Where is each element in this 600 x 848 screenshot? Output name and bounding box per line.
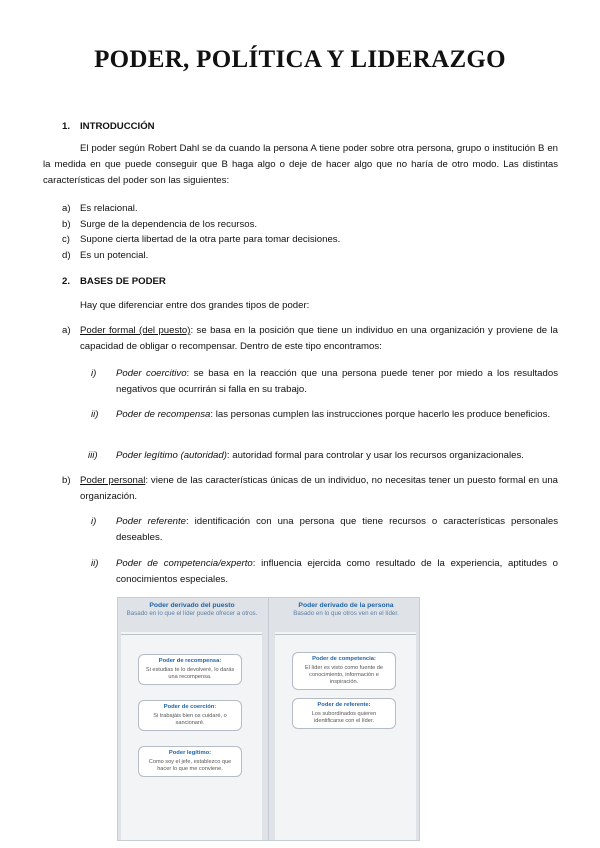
figure-card-text: El líder es visto como fuente de conocimiento, información e inspiración. xyxy=(304,665,384,685)
figure-card-title: Poder de recompensa: xyxy=(158,658,222,664)
power-bases-figure xyxy=(117,597,420,841)
sub-item-term: Poder referente xyxy=(116,516,186,527)
section1-number: 1. xyxy=(62,121,71,132)
sub-item-text: : autoridad formal para controlar y usar los recursos organizacionales. xyxy=(226,450,524,461)
list-item: Es relacional. xyxy=(80,203,138,214)
figure-right-heading: Poder derivado de la persona xyxy=(298,602,394,609)
section2-number: 2. xyxy=(62,276,71,287)
figure-card-text: Si estudias te lo devolveré, lo darás una recompensa. xyxy=(145,667,235,680)
formal-power-term: Poder formal (del puesto) xyxy=(80,325,191,336)
formal-power-text: : se basa en la posición que tiene un individuo en una organización y proviene de la capacidad de obligar o recompensar. Dentro de este tipo encontramos: xyxy=(80,325,558,352)
sub-item-label: ii) xyxy=(91,409,99,420)
sub-item-text: : identificación con una persona que tiene recursos o características personales deseables. xyxy=(116,516,558,543)
personal-power-paragraph xyxy=(80,473,558,505)
list-item: Es un potencial. xyxy=(80,250,149,261)
list-item-label: c) xyxy=(62,234,70,245)
sub-item-term: Poder legítimo (autoridad) xyxy=(116,450,227,461)
list-item-label: a) xyxy=(62,325,71,336)
sub-item xyxy=(116,448,558,464)
list-item: Supone cierta libertad de la otra parte para tomar decisiones. xyxy=(80,234,341,245)
sub-item-label: iii) xyxy=(88,450,98,461)
section1-heading: INTRODUCCIÓN xyxy=(80,121,155,132)
figure-card xyxy=(292,652,396,690)
sub-item-text: : influencia ejercida como resultado de la experiencia, aptitudes o conocimientos especiales. xyxy=(116,558,558,585)
figure-card xyxy=(292,698,396,729)
sub-item-label: i) xyxy=(91,368,97,379)
sub-item xyxy=(116,407,558,423)
figure-card-text: Como soy el jefe, establezco que hacer lo que me conviene. xyxy=(148,759,232,772)
figure-card xyxy=(138,700,242,731)
sub-item xyxy=(116,556,558,588)
figure-left-header xyxy=(121,602,263,634)
list-item: Surge de la dependencia de los recursos. xyxy=(80,219,258,230)
figure-header-separator xyxy=(121,634,262,635)
personal-power-text: : viene de las características únicas de un individuo, no necesitas tener un puesto formal en una organización. xyxy=(80,475,558,502)
figure-left-heading: Poder derivado del puesto xyxy=(149,602,235,609)
figure-card xyxy=(138,654,242,685)
figure-left-subheading: Basado en lo que el líder puede ofrecer a otros. xyxy=(126,610,258,617)
personal-power-term: Poder personal xyxy=(80,475,146,486)
sub-item-label: ii) xyxy=(91,558,99,569)
formal-power-paragraph xyxy=(80,323,558,355)
sub-item-text: : se basa en la reacción que una persona puede tener por miedo a los resultados negativos que ocurrirán si falla en su trabajo. xyxy=(116,368,558,395)
sub-item-term: Poder coercitivo xyxy=(116,368,187,379)
figure-right-header xyxy=(275,602,417,634)
list-item-label: b) xyxy=(62,219,71,230)
figure-divider xyxy=(268,598,269,841)
sub-item-text: : las personas cumplen las instrucciones porque hacerlo les produce beneficios. xyxy=(210,409,551,420)
figure-card-title: Poder legítimo: xyxy=(168,750,212,756)
sub-item xyxy=(116,514,558,546)
figure-header-separator xyxy=(275,634,416,635)
figure-card-title: Poder de competencia: xyxy=(312,656,376,662)
sub-item xyxy=(116,366,558,398)
list-item-label: d) xyxy=(62,250,71,261)
page-title: PODER, POLÍTICA Y LIDERAZGO xyxy=(94,46,506,73)
figure-card-text: Los subordinados quieren identificarse con el líder. xyxy=(311,711,377,724)
sub-item-label: i) xyxy=(91,516,97,527)
section2-intro: Hay que diferenciar entre dos grandes tipos de poder: xyxy=(80,300,310,311)
figure-right-subheading: Basado en lo que otros ven en el líder. xyxy=(293,610,399,617)
section1-paragraph: El poder según Robert Dahl se da cuando la persona A tiene poder sobre otra persona, grupo o institución B en la medida en que puede conseguir que B haga algo o deje de hacer algo que no haría de otro modo. Las distintas características del poder son las siguientes: xyxy=(43,143,558,186)
section2-heading: BASES DE PODER xyxy=(80,276,166,287)
list-item-label: b) xyxy=(62,475,71,486)
sub-item-term: Poder de recompensa xyxy=(116,409,211,420)
list-item-label: a) xyxy=(62,203,71,214)
figure-card xyxy=(138,746,242,777)
figure-card-title: Poder de coerción: xyxy=(163,704,217,710)
sub-item-term: Poder de competencia/experto xyxy=(116,558,253,569)
figure-card-text: Si trabajáis bien os cuidaré, o sancionaré. xyxy=(153,713,227,726)
figure-card-title: Poder de referente: xyxy=(317,702,371,708)
